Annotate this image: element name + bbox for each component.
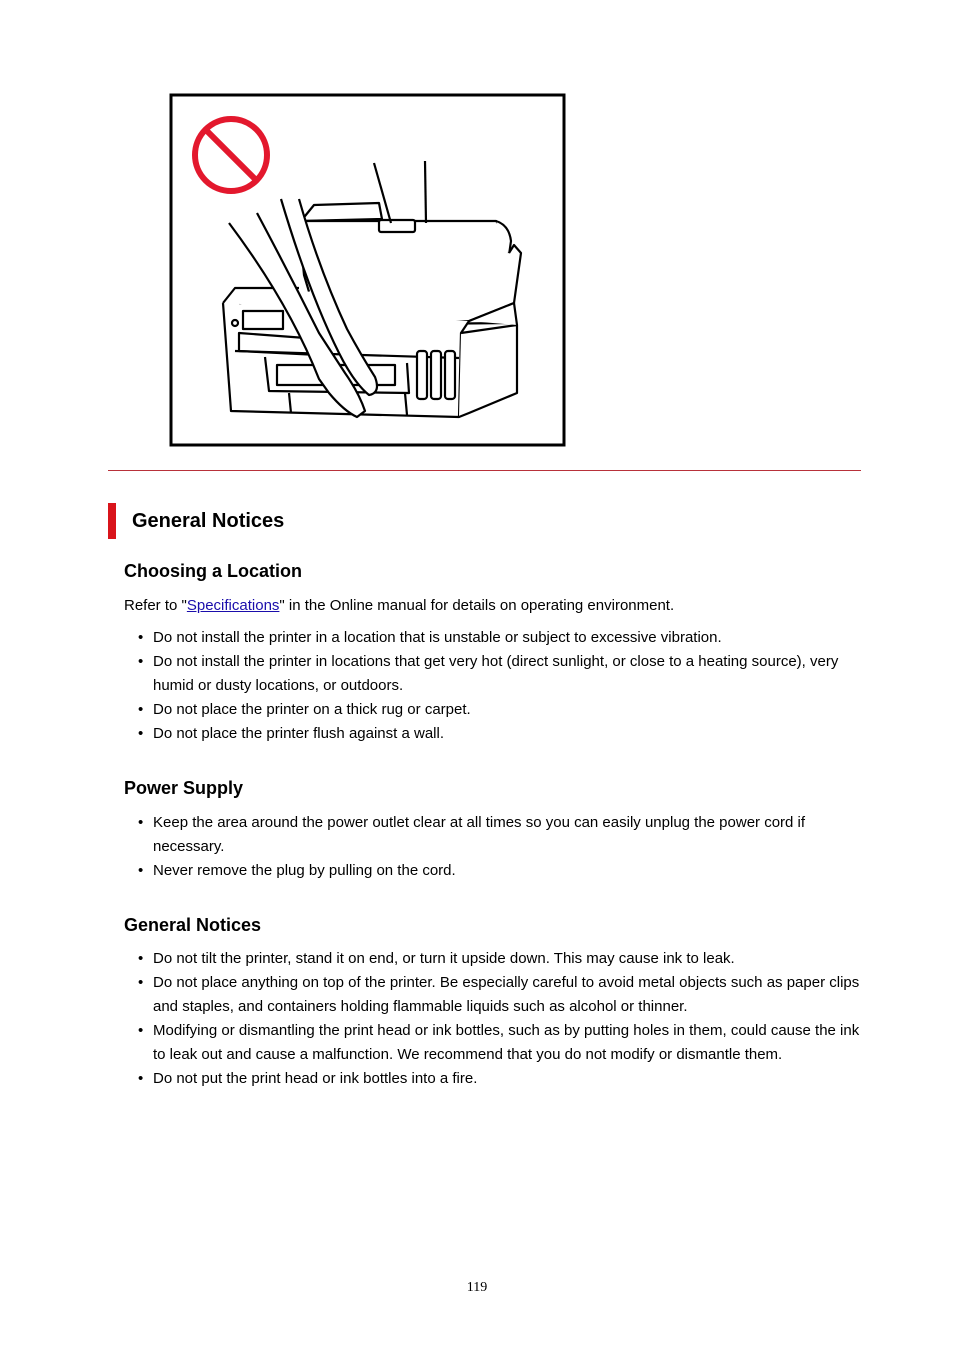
intro-text-before: Refer to ": [124, 597, 187, 614]
list-item: [124, 1019, 864, 1067]
list-item: [124, 971, 864, 1019]
list-item-text: Do not place the printer flush against a wall.: [153, 725, 444, 742]
bullet-icon: •: [138, 725, 144, 742]
list-item-text: Modifying or dismantling the print head or ink bottles, such as by putting holes in them, could cause the ink to leak out and cause a malfunction. We recommend that you do not modify or dismantle them.: [153, 1022, 860, 1063]
section-header: [108, 503, 284, 539]
list-item: [124, 859, 864, 883]
bullet-icon: •: [138, 814, 144, 831]
specifications-link[interactable]: Specifications: [186, 597, 280, 614]
prohibited-lifting-illustration: [169, 93, 566, 447]
list-item-text: Do not tilt the printer, stand it on end, or turn it upside down. This may cause ink to leak.: [153, 950, 735, 967]
list-item-text: Never remove the plug by pulling on the cord.: [153, 862, 456, 879]
location-intro: [124, 594, 674, 618]
bullet-icon: •: [138, 1022, 144, 1039]
list-item-text: Do not install the printer in locations that get very hot (direct sunlight, or close to a heating source), very humid or dusty locations, or outdoors.: [153, 653, 839, 694]
intro-text-after: " in the Online manual for details on operating environment.: [279, 597, 675, 614]
power-bullet-list: [124, 811, 864, 883]
location-bullet-list: [124, 626, 864, 746]
list-item-text: Do not place anything on top of the printer. Be especially careful to avoid metal objects such as paper clips and staples, and containers holding flammable liquids such as alcohol or thinner.: [153, 974, 860, 1015]
list-item: [124, 1067, 864, 1091]
bullet-icon: •: [138, 701, 144, 718]
bullet-icon: •: [138, 629, 144, 646]
page-number: 119: [466, 1280, 488, 1295]
section-divider: [108, 470, 861, 471]
choosing-location-heading: Choosing a Location: [124, 561, 302, 581]
general-bullet-list: [124, 947, 864, 1091]
section-title: General Notices: [132, 509, 285, 532]
bullet-icon: •: [138, 974, 144, 991]
list-item-text: Do not install the printer in a location that is unstable or subject to excessive vibration.: [153, 629, 722, 646]
list-item: [124, 698, 864, 722]
general-notices-heading: General Notices: [124, 915, 262, 935]
section-accent-bar: [108, 503, 116, 539]
list-item: [124, 650, 864, 698]
list-item: [124, 626, 864, 650]
power-supply-heading: Power Supply: [124, 778, 244, 798]
list-item-text: Do not put the print head or ink bottles into a fire.: [153, 1070, 478, 1087]
bullet-icon: •: [138, 653, 144, 670]
bullet-icon: •: [138, 950, 144, 967]
list-item-text: Keep the area around the power outlet clear at all times so you can easily unplug the power cord if necessary.: [153, 814, 806, 855]
list-item: [124, 947, 864, 971]
list-item: [124, 811, 864, 859]
bullet-icon: •: [138, 1070, 144, 1087]
list-item: [124, 722, 864, 746]
bullet-icon: •: [138, 862, 144, 879]
list-item-text: Do not place the printer on a thick rug or carpet.: [153, 701, 471, 718]
